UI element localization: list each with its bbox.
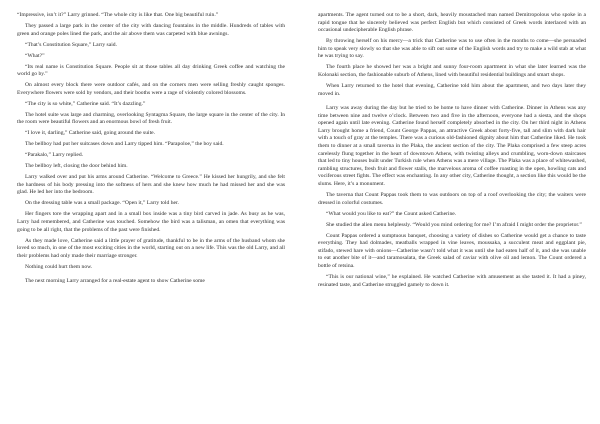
paragraph: The fourth place he showed her was a bright and sunny four-room apartment in what she later learned was the Kolonaki section, the fashionable suburb of Athens, lined with beautiful residential buildings and smart shops. <box>318 64 586 78</box>
paragraph: “Impressive, isn’t it?” Larry grinned. “The whole city is like that. One big beautiful ruin.” <box>17 12 219 18</box>
paragraph: apartments. The agent turned out to be a short, dark, heavily moustached man named Demitropolous who spoke in a rapid tongue that he sincerely believed was perfect English but which consisted of Greek words interlaced with an occasional undecipherable English phrase. <box>318 12 586 34</box>
paragraph: She studied the alien menu helplessly. “Would you mind ordering for me? I’m afraid I might order the proprietor.” <box>326 221 582 228</box>
paragraph: The next morning Larry arranged for a real-estate agent to show Catherine some <box>25 278 205 285</box>
paragraph: The taverna that Count Pappas took them to was outdoors on top of a roof overlooking the city; the waiters were dressed in colorful costumes. <box>318 192 586 206</box>
paragraph: As they made love, Catherine said a little prayer of gratitude, thankful to be in the arms of the husband whom she loved so much, in one of the most exciting cities in the world, starting out on a new life. This was the old Larry, and all their problems had only made their marriage stronger. <box>17 237 285 259</box>
paragraph: They passed a large park in the center of the city with dancing fountains in the middle. Hundreds of tables with green and orange poles lined the park, and the air above them was carpeted with blue awnings. <box>17 22 285 37</box>
paragraph: When Larry returned to the hotel that evening, Catherine told him about the apartment, and two days later they moved in. <box>318 82 586 97</box>
paragraph: Larry was away during the day but he tried to be home to have dinner with Catherine. Dinner in Athens was any time between nine and twelve o’clock. Between two and five in the afternoon, everyone had a siesta, and the shops opened again until late evening. Catherine found herself completely absorbed in the city. On her third night in Athens Larry brought home a friend, Count George Pappas, an attractive Greek about forty-five, tall and slim with dark hair with a touch of gray at the temples. There was a curious old-fashioned dignity about him that Catherine liked. He took them to dinner at a small taverna in the Plaka, the ancient section of the city. The Plaka comprised a few steep acres carelessly flung together in the heart of downtown Athens, with twisting alleys and crumbling, worn-down staircases that led to tiny houses built under Turkish rule when Athens was a mere village. The Plaka was a place of whitewashed, rambling structures, fresh fruit and flower stalls, the marvelous aroma of coffee roasting in the open, howling cats and vociferous street fights. The effect was enchanting. In any other city, Catherine thought, a section like this would be the slums. Here, it’s a monument. <box>318 105 586 188</box>
paragraph: “What?” <box>25 52 45 59</box>
paragraph: “That’s Constitution Square,” Larry said. <box>25 41 117 48</box>
right-page <box>318 12 586 416</box>
paragraph: Nothing could hurt them now. <box>25 263 93 270</box>
paragraph: “This is our national wine,” he explained. He watched Catherine with amusement as she tasted it. It had a piney, resinated taste, and Catherine struggled gamely to down it. <box>318 273 586 288</box>
paragraph: By throwing herself on his mercy—a trick that Catherine was to use often in the months to come—she persuaded him to speak very slowly so that she was able to sift out some of the English words and try to make a wild stab at what he was trying to say. <box>318 38 586 60</box>
paragraph: The bellboy had put her suitcases down and Larry tipped him. “Parapoloe,” the boy said. <box>25 141 224 148</box>
paragraph: “What would you like to eat?” the Count asked Catherine. <box>326 210 457 217</box>
paragraph: The hotel suite was large and charming, overlooking Syntagma Square, the large square in the center of the city. In the room were beautiful flowers and an enormous bowl of fresh fruit. <box>17 111 285 126</box>
paragraph: “Its real name is Constitution Square. People sit at those tables all day drinking Greek coffee and watching the world go by.” <box>17 63 285 78</box>
paragraph: The bellboy left, closing the door behind him. <box>25 163 128 170</box>
paragraph: Her fingers tore the wrapping apart and in a small box inside was a tiny bird carved in jade. As busy as he was, Larry had remembered, and Catherine was touched. Somehow the bird was a talisman, an omen that everything was going to be all right, that the problems of the past were finished. <box>17 211 285 233</box>
paragraph: On the dressing table was a small package. “Open it,” Larry told her. <box>25 200 179 207</box>
left-page <box>17 12 285 416</box>
paragraph: “The city is so white,” Catherine said. “It’s dazzling.” <box>25 100 146 107</box>
paragraph: “I love it, darling,” Catherine said, going around the suite. <box>25 130 156 137</box>
paragraph: “Parakalo,” Larry replied. <box>25 152 84 159</box>
paragraph: On almost every block there were outdoor cafés, and on the corners men were selling freshly caught sponges. Everywhere flowers were sold by vendors, and their booths were a rage of violently colored blossoms. <box>17 82 285 96</box>
paragraph: Larry walked over and put his arms around Catherine. “Welcome to Greece.” He kissed her hungrily, and she felt the hardness of his body pressing into the softness of hers and she knew how much he had missed her and she was glad. He led her into the bedroom. <box>17 174 285 196</box>
paragraph: Count Pappas ordered a sumptuous banquet, choosing a variety of dishes so Catherine would get a chance to taste everything. They had dolmades, meatballs wrapped in vine leaves, moussaka, a succulent meat and eggplant pie, stifado, stewed hare with onions—Catherine wasn’t told what it was until she had eaten half of it, and she was unable to eat another bite of it—and taramosalata, the Greek salad of caviar with olive oil and lemon. The Count ordered a bottle of retsina. <box>318 232 586 269</box>
